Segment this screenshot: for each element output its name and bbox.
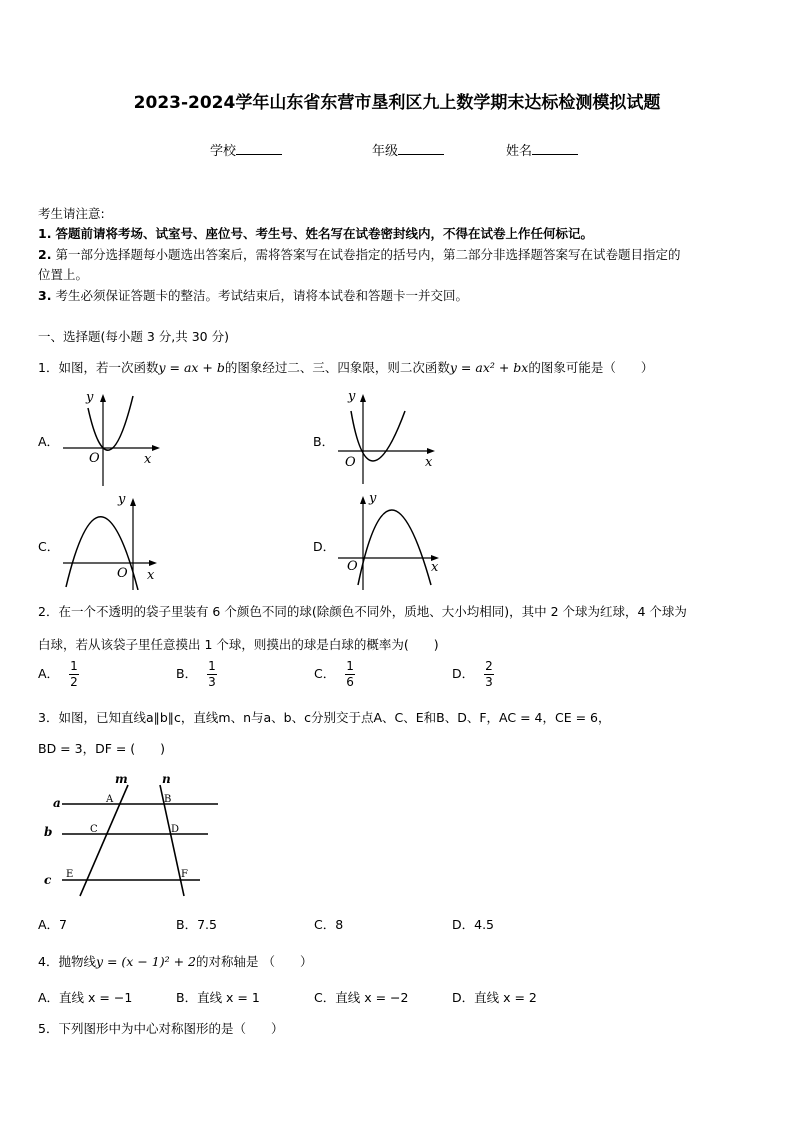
origin-label: O [345,455,356,470]
q3-option-b: B．7.5 [176,917,217,932]
x-arrow [427,448,435,454]
school-label: 学校 [210,144,237,159]
notice-item-2-text: 第一部分选择题每小题选出答案后，需将答案写在试卷指定的括号内，第二部分非选择题答案写在试卷题目指定的 [55,247,681,262]
q2-option-a-label: A． [38,666,60,681]
y-label: y [369,491,377,506]
point-c: C [90,824,98,835]
x-label: x [144,452,152,467]
point-d: D [171,824,180,835]
q1-graph-a [58,388,168,488]
parabola [88,396,133,450]
denominator: 3 [485,675,493,689]
parabola [358,510,431,585]
y-label: y [86,390,94,405]
numerator: 2 [485,659,493,673]
q2-option-a [38,659,79,690]
q4-option-b: B．直线 x = 1 [176,990,260,1005]
q2-stem-line-2: 白球，若从该袋子里任意摸出 1 个球，则摸出的球是白球的概率为( ) [38,637,439,652]
q2-stem-line-1: 2．在一个不透明的袋子里装有 6 个颜色不同的球(除颜色不同外，质地、大小均相同)，其中 2 个球为红球，4 个球为 [38,604,687,619]
q1-graph-b [333,386,443,486]
y-label: y [118,492,126,507]
point-a: A [106,794,114,805]
q3-option-a: A．7 [38,917,68,932]
parabola [351,411,405,461]
q4-option-c: C．直线 x = −2 [314,990,409,1005]
name-field [506,140,578,159]
point-f: F [181,869,188,880]
grade-label: 年级 [372,144,399,159]
x-label: x [425,455,433,470]
q4-option-a: A．直线 x = −1 [38,990,133,1005]
q1-graph-c [58,490,168,590]
label-c: c [44,873,52,887]
q3-stem-line-2: BD = 3，DF = ( ) [38,741,166,756]
q3-stem-line-1: 3．如图，已知直线a∥b∥c，直线m、n与a、b、c分别交于点A、C、E和B、D、F，AC = 4，CE = 6， [38,710,611,725]
section-heading: 一、选择题(每小题 3 分,共 30 分) [38,329,229,344]
point-e: E [66,869,74,880]
q2-option-c-fraction [345,659,355,690]
notice-item-1-num: 1. [38,226,52,241]
q3-figure [38,772,228,900]
origin-label: O [117,566,128,581]
q4-option-d: D．直线 x = 2 [452,990,537,1005]
q3-option-d: D．4.5 [452,917,495,932]
x-arrow [149,560,157,566]
q1-option-b-label: B． [313,434,335,449]
notice-item-3-num: 3. [38,288,52,303]
label-n: n [162,772,171,786]
y-arrow [130,498,136,506]
q2-option-b-fraction [207,659,217,690]
label-m: m [115,772,128,786]
numerator: 1 [70,659,78,673]
origin-label: O [89,451,100,466]
denominator: 2 [70,675,78,689]
q1-formula-2: y = ax² + bx [449,360,529,375]
q2-option-c [314,659,355,690]
x-arrow [152,445,160,451]
q1-graph-d [333,490,443,590]
q2-option-b-label: B． [176,666,198,681]
q4-text-2: 的对称轴是 （ ） [196,954,313,969]
q1-text-2: 的图象经过二、三、四象限，则二次函数 [224,360,450,375]
y-arrow [360,496,366,504]
notice-item-2-cont: 位置上。 [38,267,89,282]
denominator: 3 [208,675,216,689]
q2-option-d-fraction [484,659,494,690]
name-blank [532,142,578,155]
q2-option-d-label: D． [452,666,475,681]
q1-text-3: 的图象可能是（ ） [528,360,654,375]
grade-blank [398,142,444,155]
school-blank [236,142,282,155]
q3-option-c: C．8 [314,917,344,932]
q2-option-b [176,659,217,690]
q5-stem: 5．下列图形中为中心对称图形的是（ ） [38,1021,284,1036]
q1-option-d-label: D． [313,539,336,554]
point-b: B [164,794,172,805]
numerator: 1 [346,659,354,673]
notice-item-2 [38,245,680,263]
denominator: 6 [346,675,354,689]
x-label: x [147,568,155,583]
notice-item-2-num: 2. [38,247,52,262]
x-label: x [431,560,439,575]
q2-option-a-fraction [69,659,79,690]
q2-option-d [452,659,494,690]
q1-formula-1: y = ax + b [158,360,225,375]
school-field [210,140,282,159]
q2-option-c-label: C． [314,666,336,681]
q4-text-1: 4．抛物线 [38,954,96,969]
numerator: 1 [208,659,216,673]
notice-item-1 [38,224,593,242]
q1-number: 1． [38,360,59,375]
notice-item-3-text: 考生必须保证答题卡的整洁。考试结束后，请将本试卷和答题卡一并交回。 [55,288,468,303]
origin-label: O [347,559,358,574]
notice-item-1-text: 答题前请将考场、试室号、座位号、考生号、姓名写在试卷密封线内，不得在试卷上作任何标记。 [55,226,593,241]
label-b: b [44,825,53,839]
y-arrow [100,394,106,402]
name-label: 姓名 [506,144,533,159]
q1-option-c-label: C． [38,539,60,554]
q4-formula: y = (x − 1)² + 2 [95,954,196,969]
q1-text-1: 如图，若一次函数 [58,360,159,375]
q4-stem [38,952,312,970]
q1-option-a-label: A． [38,434,60,449]
label-a: a [53,796,61,810]
q1-stem [38,358,653,376]
page-title: 2023-2024学年山东省东营市垦利区九上数学期末达标检测模拟试题 [133,93,661,113]
notice-item-3 [38,286,468,304]
notice-heading: 考生请注意: [38,206,105,221]
y-label: y [348,389,356,404]
y-arrow [360,394,366,402]
grade-field [372,140,444,159]
